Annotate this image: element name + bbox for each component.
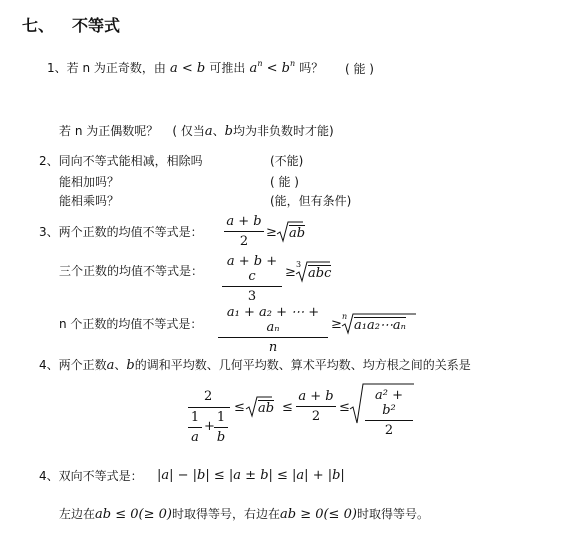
item-2-a2: ( 能 )	[270, 175, 299, 189]
amgm-2-numerator: a + b	[224, 214, 264, 232]
amgm-3-index: 3	[296, 260, 302, 269]
harmonic-numerator: 2	[204, 389, 213, 404]
arithmetic-fraction: $\frac{a + b}{2}$	[296, 389, 336, 424]
item-4-text: 的调和平均数、几何平均数、算术平均数、均方根之间的关系是	[134, 358, 471, 372]
amgm-3-numerator: a + b + c	[222, 254, 282, 287]
item-2-a1: (不能)	[270, 154, 304, 168]
harmonic-plus: +	[204, 419, 215, 434]
amgm-3-fraction	[222, 254, 282, 304]
item-1-mid: 可推出	[209, 61, 246, 75]
cube-root-sign-icon	[296, 261, 308, 283]
sqrt-sign-icon	[277, 221, 289, 243]
amgm-3-ge: ≥	[285, 265, 296, 280]
amgm-n-index: n	[342, 312, 348, 321]
item-1-suffix: 吗？	[299, 61, 324, 75]
rms-fraction: $\frac{\text{a² + b²}}{2}$	[365, 388, 413, 438]
amgm-2-radicand: ab	[289, 226, 306, 241]
amgm-n-ge: ≥	[331, 317, 342, 332]
amgm-2-denominator: 2	[239, 234, 249, 249]
item-2-q2: 能相加吗？	[59, 175, 120, 189]
le-2: ≤	[282, 400, 293, 415]
item-3-label-n: n 个正数的均值不等式是：	[59, 317, 203, 331]
amgm-n-numerator: a₁ + a₂ + ⋯ + aₙ	[218, 305, 328, 338]
item-1-expr2: $a^n < b^n$	[249, 59, 296, 76]
item-6-line: 左边在ab ≤ 0(≥ 0)时取得等号，右边在ab ≥ 0(≤ 0)时取得等号。	[59, 507, 429, 522]
item-1-answer: ( 能 )	[345, 62, 374, 76]
amgm-2-ge: ≥	[266, 225, 277, 240]
amgm-n-fraction	[218, 305, 328, 355]
item-2-q1: 2、同向不等式能相减，相除吗	[39, 154, 203, 168]
amgm-n-denominator: n	[268, 340, 278, 355]
section-number: 七、	[22, 16, 55, 35]
item-1-question	[47, 59, 324, 76]
triangle-inequality: |a| − |b| ≤ |a ± b| ≤ |a| + |b|	[157, 468, 345, 483]
amgm-3-denominator: 3	[247, 289, 257, 304]
big-sqrt-sign-icon	[350, 383, 364, 425]
item-5-label: 4、双向不等式是：	[39, 469, 143, 483]
item-1-expr: a < b	[170, 61, 206, 76]
amgm-3-radicand: abc	[308, 266, 332, 281]
sqrt-sign-icon	[246, 396, 258, 418]
item-2-a3: (能，但有条件)	[270, 194, 352, 208]
nth-root-sign-icon	[342, 313, 354, 335]
item-3-label-3: 三个正数的均值不等式是：	[59, 264, 204, 278]
harmonic-main-bar	[188, 407, 230, 408]
item-1-prefix: 1、若 n 为正奇数，由	[47, 61, 166, 75]
item-3-label-2: 3、两个正数的均值不等式是：	[39, 225, 203, 239]
section-title: 不等式	[72, 16, 121, 35]
item-4-line: 4、两个正数a、b的调和平均数、几何平均数、算术平均数、均方根之间的关系是	[39, 358, 471, 373]
harmonic-term-b: $\frac{1}{b}$	[214, 410, 228, 445]
geometric-radicand: ab	[258, 401, 275, 416]
amgm-n-radicand: a₁a₂⋯aₙ	[354, 318, 406, 333]
left-condition: ab ≤ 0(≥ 0)	[95, 507, 172, 522]
item-1b-question: 若 n 为正偶数呢？ ( 仅当a、b均为非负数时才能)	[59, 124, 334, 139]
le-3: ≤	[339, 400, 350, 415]
harmonic-term-a: $\frac{1}{a}$	[188, 410, 202, 445]
item-1b-prefix: 若 n 为正偶数呢？	[59, 124, 159, 138]
le-1: ≤	[234, 400, 245, 415]
amgm-2-fraction	[224, 214, 264, 249]
item-2-q3: 能相乘吗？	[59, 194, 120, 208]
right-condition: ab ≥ 0(≤ 0)	[279, 507, 357, 522]
